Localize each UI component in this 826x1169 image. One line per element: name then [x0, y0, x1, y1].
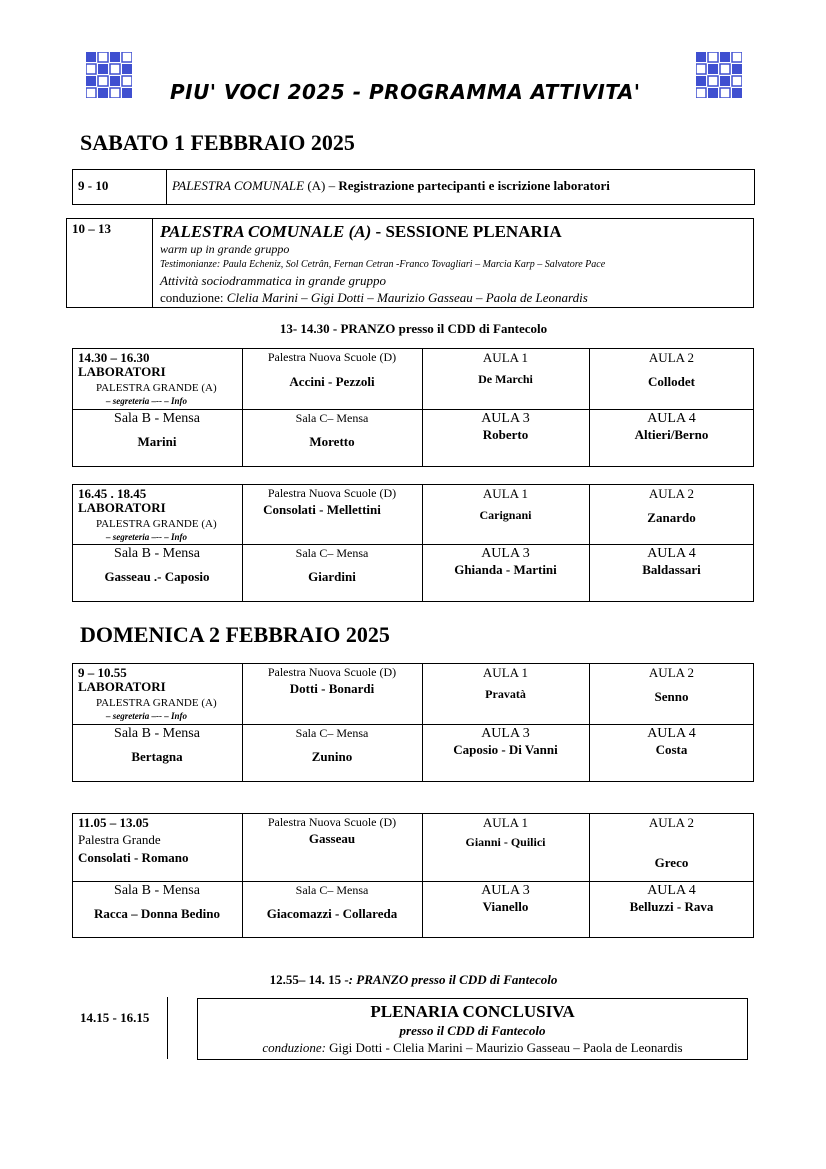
- room-name: AULA 3: [481, 726, 530, 741]
- plenary-conduction: Clelia Marini – Gigi Dotti – Maurizio Gasseau – Paola de Leonardis: [226, 290, 588, 305]
- room-lead: Carignani: [479, 508, 532, 522]
- saturday-lunch: 13- 14.30 - PRANZO presso il CDD di Fantecolo: [279, 321, 548, 336]
- room-name: Palestra Nuova Scuole (D): [267, 486, 397, 500]
- room-lead: Zunino: [311, 749, 353, 764]
- plenary-testimonials: Testimonianze: Paula Echeniz, Sol Cetrân, Fernan Cetran -Franco Tovagliari – Marcia Karp – Salvatore Pace: [160, 259, 606, 270]
- room-lead: De Marchi: [478, 372, 533, 386]
- closing-time: 14.15 - 16.15: [80, 1010, 150, 1025]
- room-lead: Giacomazzi - Collareda: [266, 906, 398, 921]
- room-name: Sala B - Mensa: [114, 726, 200, 741]
- room-lead: Baldassari: [642, 562, 701, 577]
- room-name: Sala C– Mensa: [295, 883, 369, 897]
- sunday-title: DOMENICA 2 FEBBRAIO 2025: [80, 622, 390, 647]
- room-lead: Gianni - Quilici: [465, 835, 546, 849]
- room-name: Sala C– Mensa: [295, 546, 369, 560]
- lab-label: LABORATORI: [78, 500, 166, 515]
- plenary-warmup: warm up in grande gruppo: [160, 242, 290, 256]
- room-name: AULA 2: [648, 350, 695, 365]
- room-lead: Senno: [654, 689, 689, 704]
- room-lead: Greco: [654, 855, 689, 870]
- room-name: AULA 3: [481, 411, 530, 426]
- room-lead: Giardini: [308, 569, 356, 584]
- room-name: Sala C– Mensa: [295, 411, 369, 425]
- room-name: Palestra Nuova Scuole (D): [267, 350, 397, 364]
- room-lead: Belluzzi - Rava: [629, 899, 714, 914]
- lab-note: – segreteria –-- – Info: [106, 711, 187, 721]
- room-lead: Gasseau: [308, 831, 356, 846]
- lab-time: 14.30 – 16.30: [78, 350, 150, 365]
- lab-venue: PALESTRA GRANDE (A): [96, 518, 217, 530]
- saturday-title: SABATO 1 FEBBRAIO 2025: [80, 130, 355, 155]
- room-lead: Caposio - Di Vanni: [453, 742, 558, 757]
- plenary-conduction-label: conduzione:: [160, 290, 224, 305]
- hands-logo-icon: [86, 52, 132, 98]
- room-name: Sala B - Mensa: [114, 411, 200, 426]
- room-lead: Costa: [655, 742, 688, 757]
- room-lead: Racca – Donna Bedino: [93, 906, 221, 921]
- closing-title: PLENARIA CONCLUSIVA: [370, 1002, 575, 1021]
- room-name: AULA 2: [648, 665, 695, 680]
- hands-logo-icon: [696, 52, 742, 98]
- room-name: AULA 4: [647, 726, 696, 741]
- room-lead: Vianello: [482, 899, 529, 914]
- room-lead: Zanardo: [647, 510, 696, 525]
- lab-label: LABORATORI: [78, 679, 166, 694]
- room-lead: Consolati - Mellettini: [263, 502, 381, 517]
- room-name: Sala C– Mensa: [295, 726, 369, 740]
- room-name: Palestra Nuova Scuole (D): [267, 815, 397, 829]
- lab-label: LABORATORI: [78, 364, 166, 379]
- room-name: AULA 3: [481, 546, 530, 561]
- room-name: Sala B - Mensa: [114, 546, 200, 561]
- room-name: Sala B - Mensa: [114, 883, 200, 898]
- room-name: AULA 4: [647, 883, 696, 898]
- lab-time: 16.45 . 18.45: [78, 486, 147, 501]
- plenary-activity: Attività sociodrammatica in grande gruppo: [160, 273, 387, 288]
- lab-time: 9 – 10.55: [78, 665, 127, 680]
- room-name: Palestra Nuova Scuole (D): [267, 665, 397, 679]
- room-lead: Roberto: [482, 427, 529, 442]
- registration-desc: Registrazione partecipanti e iscrizione laboratori: [338, 178, 610, 193]
- room-lead: Gasseau .- Caposio: [104, 569, 210, 584]
- room-name: AULA 3: [481, 883, 530, 898]
- room-lead: Altieri/Berno: [634, 427, 709, 442]
- lab-venue: PALESTRA GRANDE (A): [96, 382, 217, 394]
- registration-code: (A) –: [307, 178, 336, 193]
- room-lead: Marini: [137, 434, 177, 449]
- room-name: AULA 4: [647, 411, 696, 426]
- registration-time: 9 - 10: [78, 178, 109, 193]
- room-lead: Moretto: [309, 434, 355, 449]
- lab-venue: PALESTRA GRANDE (A): [96, 697, 217, 709]
- lab-venue: Palestra Grande: [78, 832, 161, 847]
- lab-note: – segreteria –-- – Info: [106, 396, 187, 406]
- plenary-session: - SESSIONE PLENARIA: [375, 222, 562, 241]
- room-name: AULA 4: [647, 546, 696, 561]
- closing-conduction-label: conduzione:: [262, 1040, 326, 1055]
- room-name: AULA 1: [482, 815, 529, 830]
- page-title: PIU' VOCI 2025 - PROGRAMMA ATTIVITA': [170, 80, 641, 104]
- closing-conduction: Gigi Dotti - Clelia Marini – Maurizio Gasseau – Paola de Leonardis: [329, 1040, 683, 1055]
- registration-place: PALESTRA COMUNALE: [172, 178, 305, 193]
- room-name: AULA 2: [648, 815, 695, 830]
- plenary-time: 10 – 13: [72, 221, 111, 236]
- sunday-lunch-time: 12.55– 14. 15 -: [269, 972, 349, 987]
- plenary-place: PALESTRA COMUNALE (A): [160, 222, 372, 241]
- room-name: AULA 1: [482, 350, 529, 365]
- room-lead: Accini - Pezzoli: [289, 374, 375, 389]
- lab-venue-lead: Consolati - Romano: [78, 850, 189, 865]
- lab-time: 11.05 – 13.05: [78, 815, 149, 830]
- room-lead: Dotti - Bonardi: [289, 681, 375, 696]
- room-name: AULA 1: [482, 665, 529, 680]
- lab-note: – segreteria –-- – Info: [106, 532, 187, 542]
- closing-place: presso il CDD di Fantecolo: [399, 1023, 546, 1038]
- sunday-lunch-desc: : PRANZO presso il CDD di Fantecolo: [348, 972, 558, 987]
- room-name: AULA 2: [648, 486, 695, 501]
- room-lead: Collodet: [648, 374, 695, 389]
- room-lead: Pravatà: [485, 687, 526, 701]
- room-lead: Ghianda - Martini: [454, 562, 557, 577]
- room-lead: Bertagna: [131, 749, 183, 764]
- room-name: AULA 1: [482, 486, 529, 501]
